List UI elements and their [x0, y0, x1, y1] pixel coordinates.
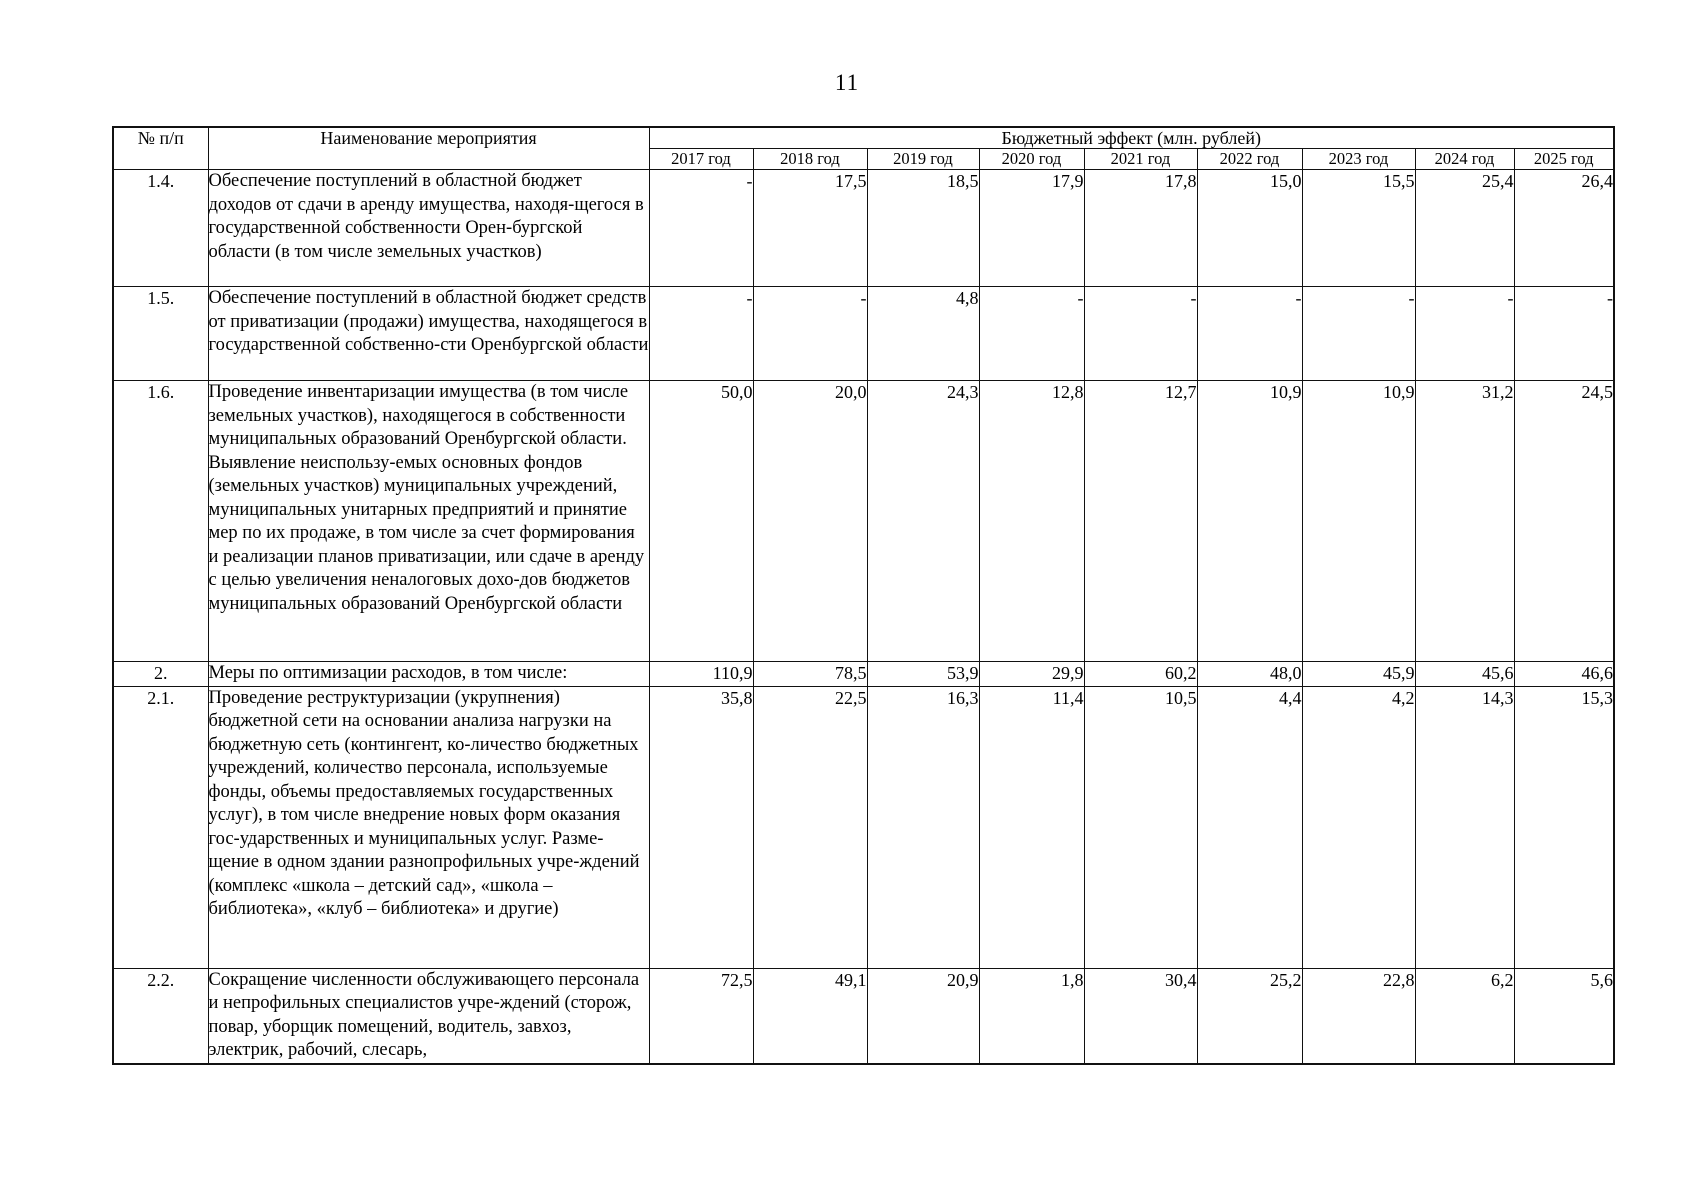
header-year: 2024 год — [1415, 149, 1514, 170]
value-cell: 60,2 — [1084, 662, 1197, 687]
row-number: 1.6. — [113, 381, 208, 662]
value-cell: 15,3 — [1514, 686, 1614, 968]
value-cell: - — [753, 287, 867, 381]
value-cell: - — [1415, 287, 1514, 381]
value-cell: 16,3 — [867, 686, 979, 968]
table-row — [113, 968, 1614, 1064]
value-cell: 25,2 — [1197, 968, 1302, 1064]
value-cell: 17,8 — [1084, 170, 1197, 287]
value-cell: 31,2 — [1415, 381, 1514, 662]
measure-name: Проведение реструктуризации (укрупнения) бюджетной сети на основании анализа нагрузки на бюджетную сеть (контингент, ко-личество бюджетных учреждений, количество персонала, используемые фонды, объемы предоставляемых государственных услуг), в том числе внедрение новых форм оказания гос-ударственных и муниципальных услуг. Разме-щение в одном здании разнопрофильных учре-ждений (комплекс «школа – детский сад», «школа – библиотека», «клуб – библиотека» и другие) — [208, 686, 649, 968]
header-name: Наименование мероприятия — [208, 127, 649, 170]
value-cell: 12,7 — [1084, 381, 1197, 662]
row-number: 2.1. — [113, 686, 208, 968]
value-cell: - — [979, 287, 1084, 381]
header-year: 2019 год — [867, 149, 979, 170]
value-cell: 4,4 — [1197, 686, 1302, 968]
value-cell: 72,5 — [649, 968, 753, 1064]
header-year: 2022 год — [1197, 149, 1302, 170]
value-cell: - — [649, 170, 753, 287]
value-cell: 11,4 — [979, 686, 1084, 968]
row-number: 2. — [113, 662, 208, 687]
value-cell: 1,8 — [979, 968, 1084, 1064]
value-cell: 17,5 — [753, 170, 867, 287]
header-year: 2018 год — [753, 149, 867, 170]
header-budget-effect: Бюджетный эффект (млн. рублей) — [649, 127, 1614, 149]
header-year: 2025 год — [1514, 149, 1614, 170]
table-row — [113, 381, 1614, 662]
value-cell: 4,8 — [867, 287, 979, 381]
value-cell: 24,3 — [867, 381, 979, 662]
header-year: 2021 год — [1084, 149, 1197, 170]
value-cell: 49,1 — [753, 968, 867, 1064]
budget-effect-table — [112, 126, 1615, 1065]
row-number: 1.5. — [113, 287, 208, 381]
value-cell: 45,9 — [1302, 662, 1415, 687]
measure-name: Проведение инвентаризации имущества (в том числе земельных участков), находящегося в собственности муниципальных образований Оренбургской области. Выявление неиспользу-емых основных фондов (земельных участков) муниципальных учреждений, муниципальных унитарных предприятий и принятие мер по их продаже, в том числе за счет формирования и реализации планов приватизации, или сдаче в аренду с целью увеличения неналоговых дохо-дов бюджетов муниципальных образований Оренбургской области — [208, 381, 649, 662]
value-cell: - — [1514, 287, 1614, 381]
value-cell: 46,6 — [1514, 662, 1614, 687]
value-cell: 6,2 — [1415, 968, 1514, 1064]
value-cell: 5,6 — [1514, 968, 1614, 1064]
table-row — [113, 287, 1614, 381]
value-cell: 24,5 — [1514, 381, 1614, 662]
measure-name: Сокращение численности обслуживающего персонала и непрофильных специалистов учре-ждений (сторож, повар, уборщик помещений, водитель, завхоз, электрик, рабочий, слесарь, — [208, 968, 649, 1064]
value-cell: 48,0 — [1197, 662, 1302, 687]
header-year: 2017 год — [649, 149, 753, 170]
measure-name: Обеспечение поступлений в областной бюджет доходов от сдачи в аренду имущества, находя-щегося в государственной собственности Орен-бургской области (в том числе земельных участков) — [208, 170, 649, 287]
header-number: № п/п — [113, 127, 208, 170]
value-cell: 25,4 — [1415, 170, 1514, 287]
page-number: 11 — [834, 70, 860, 95]
value-cell: 14,3 — [1415, 686, 1514, 968]
value-cell: 45,6 — [1415, 662, 1514, 687]
value-cell: - — [1197, 287, 1302, 381]
value-cell: 12,8 — [979, 381, 1084, 662]
value-cell: 15,5 — [1302, 170, 1415, 287]
value-cell: 10,9 — [1197, 381, 1302, 662]
value-cell: - — [1302, 287, 1415, 381]
table-row — [113, 170, 1614, 287]
value-cell: 35,8 — [649, 686, 753, 968]
value-cell: 4,2 — [1302, 686, 1415, 968]
table-row — [113, 662, 1614, 687]
value-cell: 20,0 — [753, 381, 867, 662]
row-number: 1.4. — [113, 170, 208, 287]
value-cell: 30,4 — [1084, 968, 1197, 1064]
value-cell: 50,0 — [649, 381, 753, 662]
header-year: 2020 год — [979, 149, 1084, 170]
value-cell: 26,4 — [1514, 170, 1614, 287]
value-cell: 29,9 — [979, 662, 1084, 687]
value-cell: 20,9 — [867, 968, 979, 1064]
value-cell: 15,0 — [1197, 170, 1302, 287]
value-cell: 10,9 — [1302, 381, 1415, 662]
value-cell: - — [1084, 287, 1197, 381]
value-cell: 53,9 — [867, 662, 979, 687]
measure-name: Обеспечение поступлений в областной бюджет средств от приватизации (продажи) имущества, находящегося в государственной собственно-сти Оренбургской области — [208, 287, 649, 381]
value-cell: 17,9 — [979, 170, 1084, 287]
value-cell: - — [649, 287, 753, 381]
table-row — [113, 686, 1614, 968]
row-number: 2.2. — [113, 968, 208, 1064]
value-cell: 18,5 — [867, 170, 979, 287]
measure-name: Меры по оптимизации расходов, в том числе: — [208, 662, 649, 687]
value-cell: 110,9 — [649, 662, 753, 687]
value-cell: 22,8 — [1302, 968, 1415, 1064]
value-cell: 78,5 — [753, 662, 867, 687]
header-year: 2023 год — [1302, 149, 1415, 170]
value-cell: 22,5 — [753, 686, 867, 968]
value-cell: 10,5 — [1084, 686, 1197, 968]
